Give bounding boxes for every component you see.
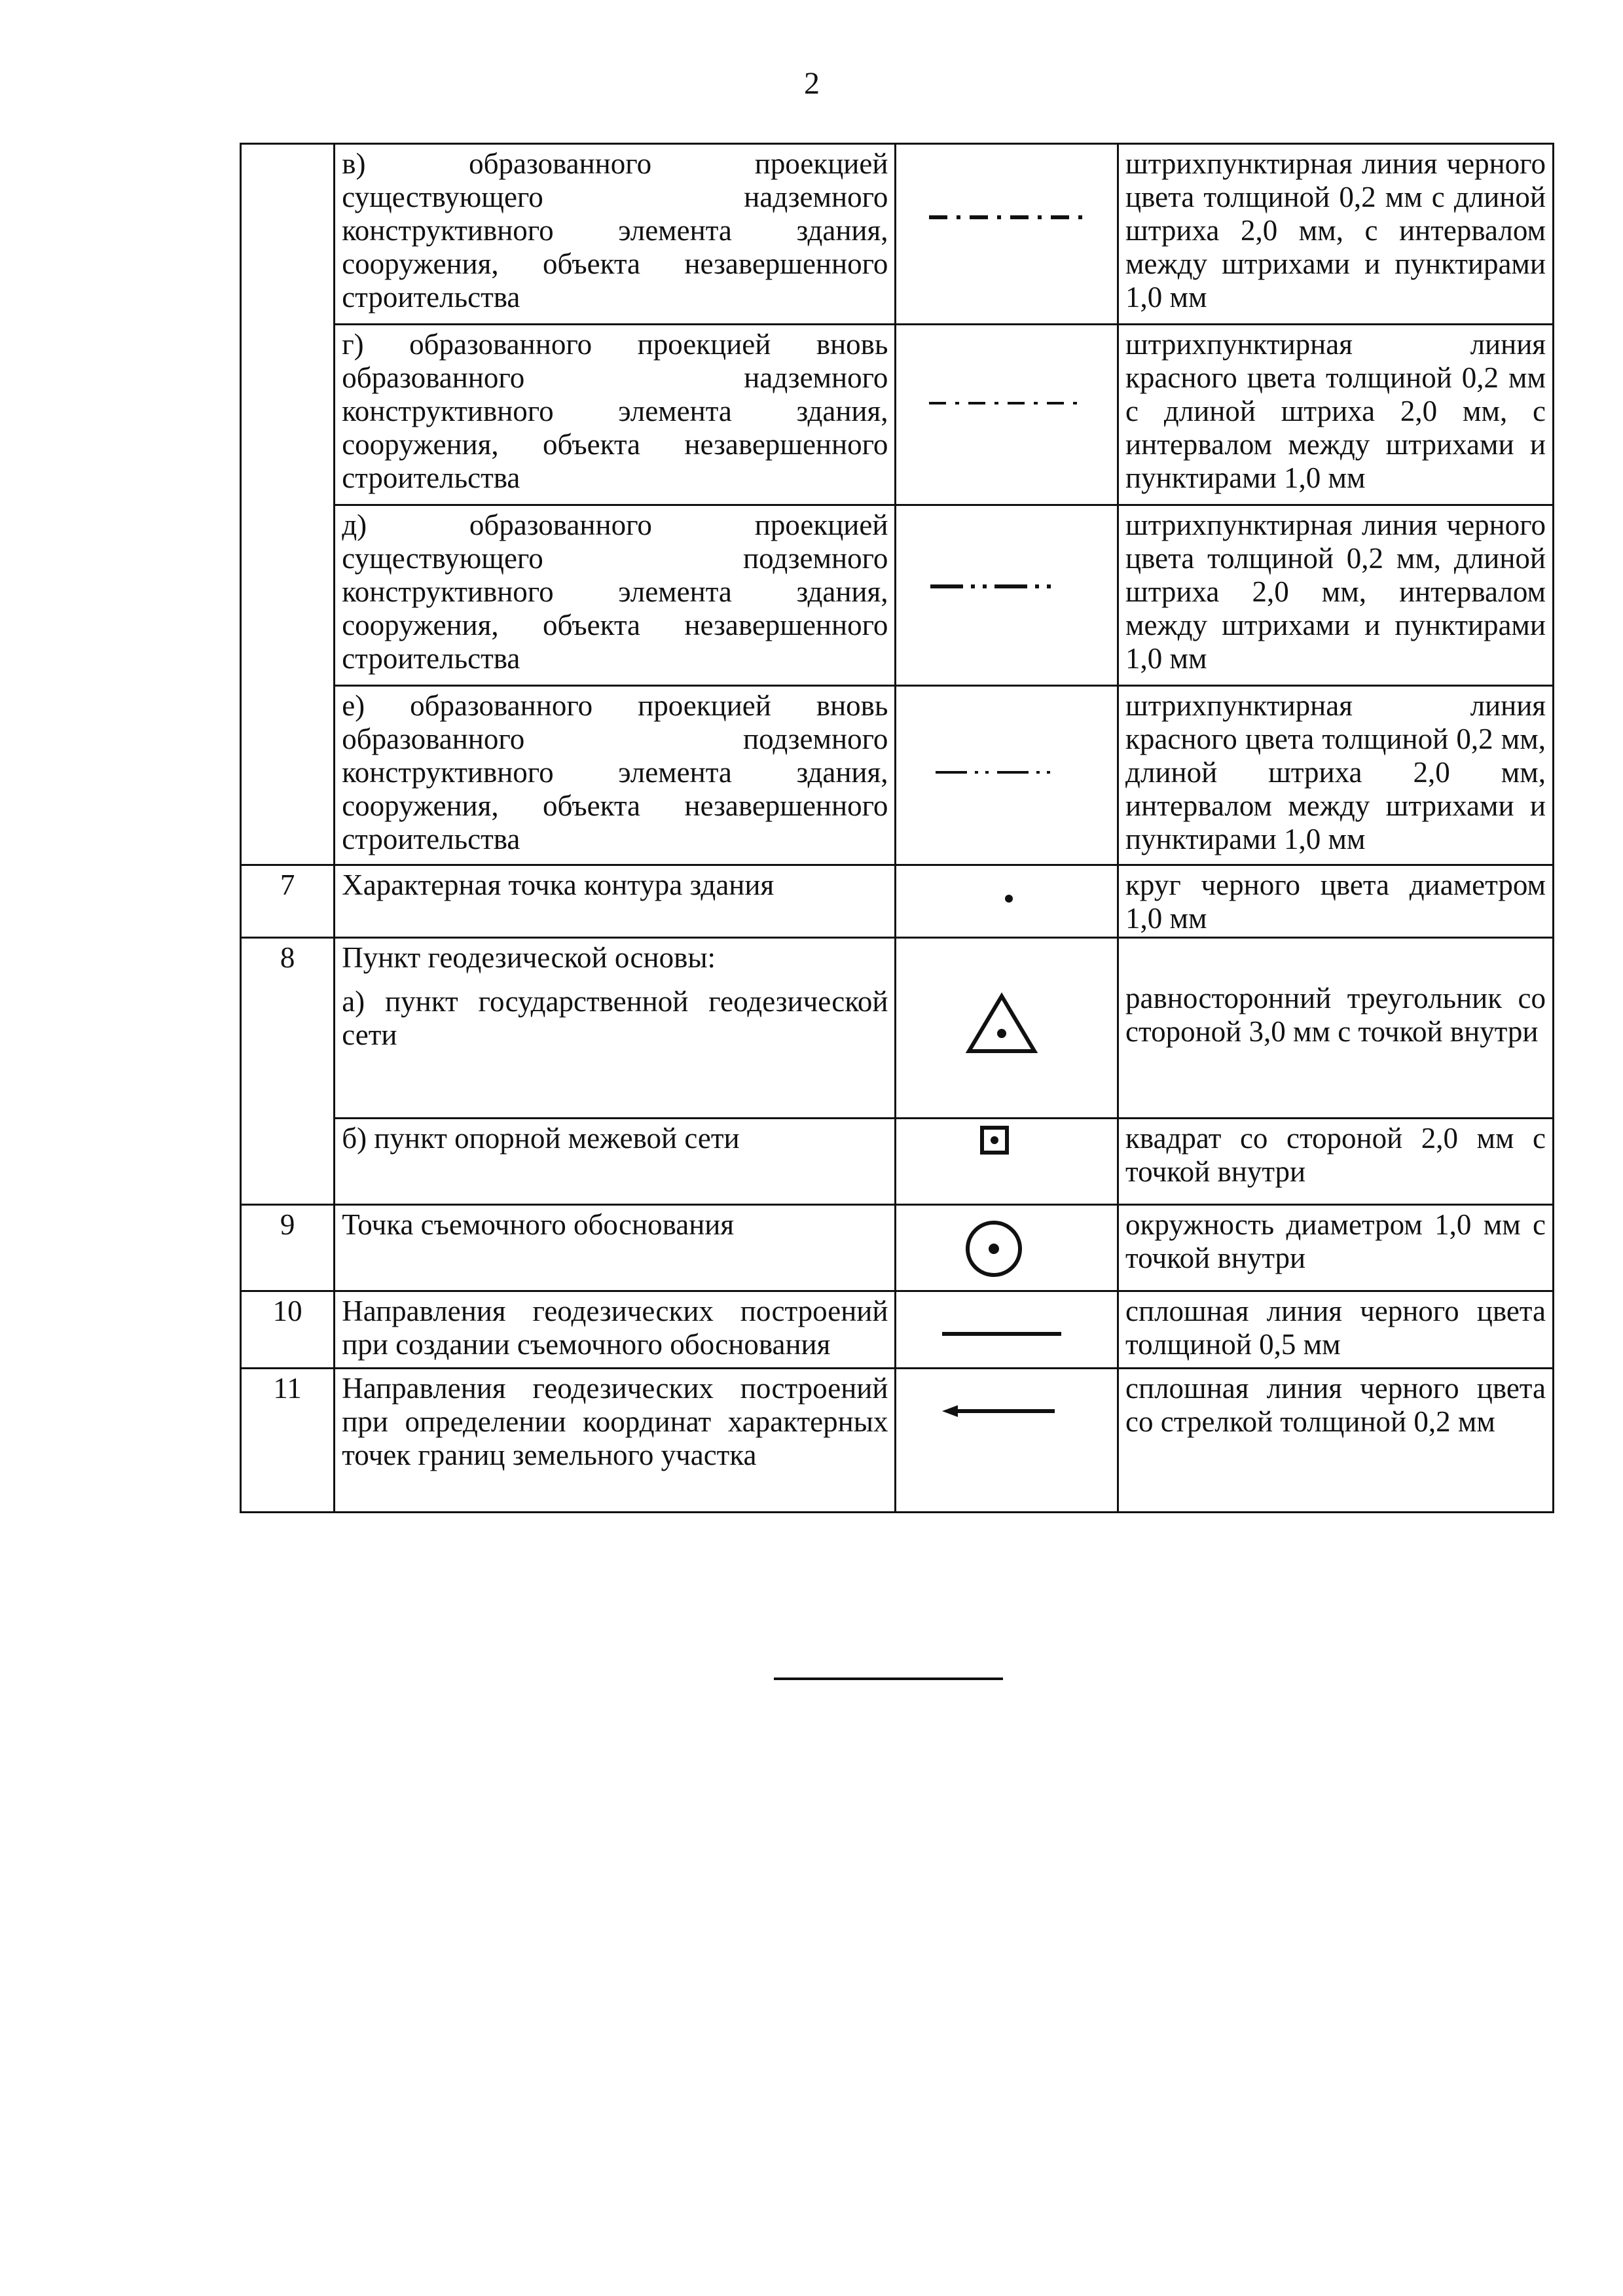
- symbol-specification: квадрат со стороной 2,0 мм с точкой внутри: [1125, 1122, 1546, 1188]
- row-number: 11: [241, 1369, 335, 1513]
- row-number: 8: [241, 938, 335, 1205]
- solid-line-icon: [896, 1292, 1114, 1365]
- symbol-specification: сплошная линия черного цвета толщиной 0,5 мм: [1125, 1295, 1546, 1361]
- symbol-cell: [896, 1291, 1118, 1369]
- symbol-cell: [896, 686, 1118, 865]
- closing-rule: [774, 1677, 1003, 1680]
- group-heading: Пункт геодезической основы:: [342, 941, 716, 974]
- symbol-specification: равносторонний треугольник со стороной 3,0 мм с точкой внутри: [1125, 982, 1546, 1048]
- square-with-dot-icon: [896, 1119, 1114, 1202]
- table-row: [241, 686, 1554, 865]
- symbol-specification: круг черного цвета диаметром 1,0 мм: [1125, 869, 1546, 935]
- symbol-cell: [896, 144, 1118, 325]
- legend-table: [240, 143, 1554, 1513]
- dash-dot-line-red-icon: [896, 325, 1114, 502]
- table-row: [241, 1119, 1554, 1205]
- symbol-cell: [896, 1205, 1118, 1291]
- dash-double-dot-line-icon: [896, 506, 1114, 683]
- symbol-cell: [896, 505, 1118, 686]
- symbol-specification: штрихпунктирная линия черного цвета толщиной 0,2 мм, длиной штриха 2,0 мм, интервалом между штрихами и пунктирами 1,0 мм: [1125, 509, 1546, 675]
- symbol-description: д) образованного проекцией существующего подземного конструктивного элемента здания, сооружения, объекта незавершенного строительства: [342, 509, 888, 675]
- symbol-cell: [896, 1119, 1118, 1205]
- table-row: [241, 1291, 1554, 1369]
- table-row: [241, 144, 1554, 325]
- page-number: 2: [804, 66, 820, 101]
- symbol-specification: окружность диаметром 1,0 мм с точкой внутри: [1125, 1208, 1546, 1274]
- symbol-specification: штрихпунктирная линия красного цвета толщиной 0,2 мм с длиной штриха 2,0 мм, с интервалом между штрихами и пунктирами 1,0 мм: [1125, 328, 1546, 494]
- symbol-description: Направления геодезических построений при создании съемочного обоснования: [342, 1295, 888, 1361]
- symbol-description: Направления геодезических построений при определении координат характерных точек границ земельного участка: [342, 1372, 888, 1471]
- dash-double-dot-line-red-icon: [896, 687, 1114, 863]
- dash-dot-line-icon: [896, 145, 1114, 321]
- symbol-description: Точка съемочного обоснования: [342, 1208, 735, 1241]
- row-number: [241, 144, 335, 865]
- symbol-description: а) пункт государственной геодезической сети: [342, 985, 888, 1051]
- table-row: [241, 1369, 1554, 1513]
- table-row: [241, 1205, 1554, 1291]
- row-number: 10: [241, 1291, 335, 1369]
- row-number: 9: [241, 1205, 335, 1291]
- arrow-line-icon: [896, 1369, 1114, 1509]
- symbol-description: Характерная точка контура здания: [342, 869, 775, 901]
- symbol-specification: штрихпунктирная линия черного цвета толщиной 0,2 мм с длиной штриха 2,0 мм, с интервалом между штрихами и пунктирами 1,0 мм: [1125, 147, 1546, 314]
- dot-icon: [896, 866, 1114, 931]
- symbol-specification: штрихпунктирная линия красного цвета толщиной 0,2 мм, длиной штриха 2,0 мм, интервалом между штрихами и пунктирами 1,0 мм: [1125, 689, 1546, 855]
- row-number: 7: [241, 865, 335, 938]
- symbol-description: б) пункт опорной межевой сети: [342, 1122, 740, 1155]
- triangle-with-dot-icon: [896, 939, 1114, 1115]
- table-row: [241, 865, 1554, 938]
- symbol-description: в) образованного проекцией существующего надземного конструктивного элемента здания, сооружения, объекта незавершенного строительства: [342, 147, 888, 314]
- symbol-description: е) образованного проекцией вновь образованного подземного конструктивного элемента здания, сооружения, объекта незавершенного строительства: [342, 689, 888, 855]
- table-row: [241, 938, 1554, 1119]
- circle-with-dot-icon: [896, 1206, 1114, 1288]
- symbol-cell: [896, 865, 1118, 938]
- symbol-description: г) образованного проекцией вновь образованного надземного конструктивного элемента здания, сооружения, объекта незавершенного строительства: [342, 328, 888, 494]
- table-row: [241, 325, 1554, 505]
- symbol-cell: [896, 325, 1118, 505]
- table-row: [241, 505, 1554, 686]
- symbol-cell: [896, 938, 1118, 1119]
- symbol-specification: сплошная линия черного цвета со стрелкой толщиной 0,2 мм: [1125, 1372, 1546, 1438]
- symbol-cell: [896, 1369, 1118, 1513]
